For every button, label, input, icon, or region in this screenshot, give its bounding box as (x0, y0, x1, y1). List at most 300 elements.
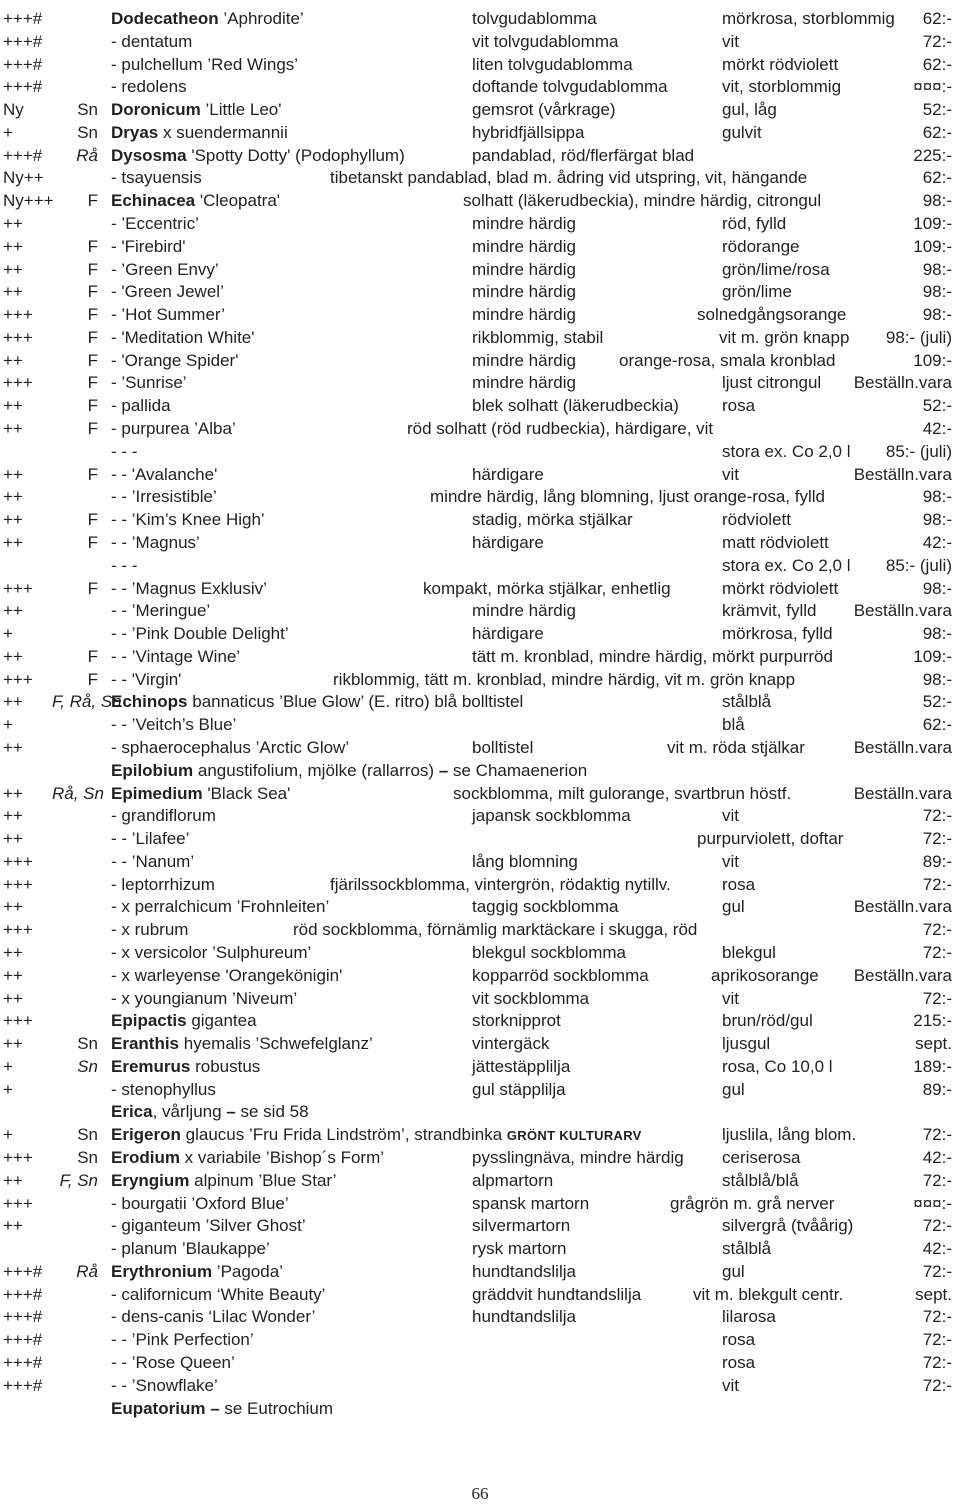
cross-reference: se Chamaenerion (448, 760, 588, 780)
plant-description-long: orange-rosa, smala kronblad (619, 350, 836, 370)
species-name: - giganteum ’Silver Ghost’ (111, 1216, 306, 1236)
plant-description-long: fjärilssockblomma, vintergrön, rödaktig nytillv. (330, 874, 671, 894)
plant-name (111, 669, 181, 691)
price: 109:- (913, 350, 952, 370)
plant-name (111, 418, 236, 440)
plant-name (111, 1033, 373, 1055)
species-name: - - ’Meringue’ (111, 601, 211, 621)
stock-status: ++ (3, 1216, 23, 1236)
catalog-row (0, 805, 960, 827)
species-name: - - ’Kim’s Knee High’ (111, 510, 265, 530)
flower-color: ljuslila, lång blom. (722, 1125, 857, 1145)
flower-color: vit (722, 806, 739, 826)
species-name: x suendermannii (158, 122, 288, 142)
availability-flag: F (87, 646, 98, 666)
plant-description-long: aprikosorange (711, 965, 819, 985)
flower-color: stora ex. Co 2,0 l (722, 555, 851, 575)
species-name: - - ’Magnus’ (111, 532, 200, 552)
catalog-row (0, 1329, 960, 1351)
catalog-row (0, 896, 960, 918)
plant-name (111, 213, 199, 235)
heritage-label: GRÖNT KULTURARV (506, 1128, 642, 1144)
catalog-row (0, 669, 960, 691)
stock-status: ++ (3, 965, 23, 985)
stock-status: ++ (3, 783, 23, 803)
species-name: - - ’Pink Perfection’ (111, 1330, 254, 1350)
species-name: - x warleyense 'Orangekönigin' (111, 965, 343, 985)
flower-color: rosa (722, 396, 756, 416)
species-name: 'Cleopatra' (195, 191, 281, 211)
plant-description: mindre härdig (472, 282, 576, 302)
plant-description: japansk sockblomma (472, 806, 631, 826)
plant-description: gemsrot (vårkrage) (472, 100, 616, 120)
genus-name: Epimedium (111, 783, 203, 803)
price: 225:- (913, 145, 952, 165)
catalog-row (0, 441, 960, 463)
species-name: - leptorrhizum (111, 874, 215, 894)
stock-status: +++ (3, 305, 33, 325)
flower-color: gul (722, 1079, 745, 1099)
species-name: x variabile ’Bishop´s Form’ (179, 1148, 385, 1167)
plant-name (111, 350, 238, 372)
flower-color: grön/lime/rosa (722, 259, 830, 279)
stock-status: ++ (3, 487, 23, 507)
stock-status: +++# (3, 1307, 43, 1327)
price: 109:- (913, 236, 952, 256)
stock-status: +++# (3, 54, 43, 74)
catalog-row (0, 1101, 960, 1123)
plant-name (111, 1284, 325, 1306)
catalog-row (0, 304, 960, 326)
species-name: alpinum ’Blue Star’ (189, 1170, 337, 1190)
dash: – (226, 1102, 236, 1122)
flower-color: vit (722, 464, 739, 484)
flower-color: stålblå/blå (722, 1170, 799, 1190)
flower-color: vit, storblommig (722, 77, 842, 97)
price: ¤¤¤:- (913, 1193, 952, 1213)
catalog-row (0, 54, 960, 76)
plant-description: mindre härdig (472, 305, 576, 325)
price: 72:- (922, 829, 952, 849)
price: 98:- (922, 669, 952, 689)
species-name: - dentatum (111, 31, 193, 51)
flower-color: mörkt rödviolett (722, 578, 839, 598)
plant-description: alpmartorn (472, 1170, 554, 1190)
flower-color: mörkrosa, fylld (722, 624, 833, 644)
plant-description: vit tolvgudablomma (472, 31, 619, 51)
catalog-row (0, 965, 960, 987)
catalog-row (0, 327, 960, 349)
plant-name (111, 1329, 254, 1351)
price: 98:- (922, 282, 952, 302)
plant-name (111, 1238, 270, 1260)
species-name: bannaticus ’Blue Glow’ (E. ritro) blå bolltistel (187, 692, 524, 712)
price: 98:- (922, 305, 952, 325)
price: 189:- (913, 1056, 952, 1076)
species-name: - - - (111, 441, 138, 461)
price: 85:- (juli) (885, 555, 952, 575)
stock-status: +++# (3, 1261, 43, 1281)
plant-name (111, 919, 188, 941)
flower-color: blekgul (722, 942, 776, 962)
availability-flag: Sn (77, 1056, 98, 1076)
flower-color: rosa (722, 1353, 756, 1373)
stock-status: +++ (3, 669, 33, 689)
plant-description: lång blomning (472, 851, 578, 871)
plant-description: liten tolvgudablomma (472, 54, 633, 74)
catalog-row (0, 1375, 960, 1397)
availability-flag: Sn (77, 1148, 98, 1167)
species-name: - - ’Nanum’ (111, 851, 195, 871)
plant-description: mindre härdig (472, 350, 576, 370)
price: 42:- (922, 1239, 952, 1259)
availability-flag: Rå (76, 145, 98, 165)
species-name: - dens-canis ‘Lilac Wonder’ (111, 1307, 316, 1327)
genus-name: Epipactis (111, 1011, 187, 1031)
species-name: - ’Eccentric’ (111, 214, 199, 234)
species-name: - pulchellum ’Red Wings’ (111, 54, 299, 74)
flower-color: blå (722, 715, 745, 735)
availability-flag: Sn (77, 1034, 98, 1054)
plant-description-long: mindre härdig, lång blomning, ljust orange-rosa, fylld (430, 487, 825, 507)
plant-name (111, 1170, 337, 1192)
price: 42:- (922, 419, 952, 439)
catalog-row (0, 76, 960, 98)
stock-status: +++# (3, 31, 43, 51)
price: Beställn.vara (853, 464, 952, 484)
availability-flag: F (87, 350, 98, 370)
flower-color: gul, låg (722, 100, 777, 120)
plant-name (111, 99, 281, 121)
plant-name (111, 464, 217, 486)
availability-flag: F (87, 373, 98, 393)
stock-status: +++# (3, 1353, 43, 1373)
catalog-row (0, 1284, 960, 1306)
flower-color: brun/röd/gul (722, 1011, 813, 1031)
species-name: - - 'Avalanche' (111, 464, 218, 484)
flower-color: stora ex. Co 2,0 l (722, 441, 851, 461)
catalog-row (0, 1398, 960, 1420)
plant-description: härdigare (472, 532, 544, 552)
catalog-row (0, 1079, 960, 1101)
plant-description: tolvgudablomma (472, 9, 597, 28)
species-name: - 'Green Jewel’ (111, 282, 224, 302)
species-name: - - 'Virgin' (111, 669, 182, 689)
plant-description: mindre härdig (472, 601, 576, 621)
price: 52:- (922, 396, 952, 416)
catalog-row (0, 919, 960, 941)
price: 98:- (922, 510, 952, 530)
price: 72:- (922, 1375, 952, 1395)
plant-name (111, 1306, 315, 1328)
availability-flag: Sn (77, 100, 98, 120)
flower-color: mörkt rödviolett (722, 54, 839, 74)
plant-name (111, 1215, 306, 1237)
genus-name: Dysosma (111, 145, 187, 165)
stock-status: +++ (3, 920, 33, 940)
availability-flag: F (87, 532, 98, 552)
plant-name (111, 805, 216, 827)
stock-status: ++ (3, 806, 23, 826)
price: 215:- (913, 1011, 952, 1031)
price: 89:- (922, 1079, 952, 1099)
plant-name (111, 122, 288, 144)
plant-name (111, 623, 289, 645)
flower-color: rosa, Co 10,0 l (722, 1056, 833, 1076)
catalog-row (0, 8, 960, 30)
cross-reference: se Eutrochium (219, 1398, 334, 1418)
plant-name (111, 1124, 642, 1147)
catalog-row (0, 1124, 960, 1146)
flower-color: grön/lime (722, 282, 792, 302)
stock-status: + (3, 1125, 13, 1145)
catalog-row (0, 236, 960, 258)
stock-status: + (3, 624, 13, 644)
flower-color: stålblå (722, 1239, 772, 1259)
price: 72:- (922, 1353, 952, 1373)
plant-name (111, 167, 202, 189)
stock-status: +++# (3, 77, 43, 97)
flower-color: rödorange (722, 236, 800, 256)
flower-color: vit (722, 1375, 739, 1395)
stock-status: +++ (3, 1011, 33, 1031)
plant-description: härdigare (472, 624, 544, 644)
availability-flag: F (87, 578, 98, 598)
catalog-row (0, 828, 960, 850)
species-name: - - ’Magnus Exklusiv’ (111, 578, 267, 598)
species-name: - planum ’Blaukappe’ (111, 1239, 270, 1259)
price: Beställn.vara (853, 601, 952, 621)
catalog-row (0, 737, 960, 759)
plant-name (111, 896, 329, 918)
stock-status: ++ (3, 942, 23, 962)
price: 72:- (922, 920, 952, 940)
species-name: - grandiflorum (111, 806, 216, 826)
catalog-row (0, 532, 960, 554)
plant-description: härdigare (472, 464, 544, 484)
stock-status: ++ (3, 464, 23, 484)
flower-color: mörkrosa, storblommig (722, 9, 895, 28)
price: ¤¤¤:- (913, 77, 952, 97)
stock-status: ++ (3, 988, 23, 1008)
stock-status: ++ (3, 419, 23, 439)
price: 52:- (922, 100, 952, 120)
catalog-row (0, 1306, 960, 1328)
species-name: - - ’Rose Queen’ (111, 1353, 235, 1373)
plant-description: gul stäpplilja (472, 1079, 566, 1099)
plant-name (111, 646, 240, 668)
stock-status: +++ (3, 851, 33, 871)
catalog-row (0, 1261, 960, 1283)
species-name: glaucus ’Fru Frida Lindström’, strandbinka (180, 1125, 507, 1145)
plant-name (111, 1352, 235, 1374)
catalog-row (0, 145, 960, 167)
catalog-row (0, 99, 960, 121)
price: 109:- (913, 214, 952, 234)
stock-status: +++# (3, 9, 43, 28)
catalog-row (0, 167, 960, 189)
plant-name (111, 942, 311, 964)
plant-description-long: tibetanskt pandablad, blad m. ådring vid utspring, vit, hängande (330, 168, 808, 188)
species-name: ’Pagoda’ (212, 1261, 283, 1281)
plant-name (111, 851, 194, 873)
price: 98:- (922, 487, 952, 507)
price: 72:- (922, 1307, 952, 1327)
species-name: gigantea (186, 1011, 257, 1031)
species-name: - - ’Irresistible’ (111, 487, 217, 507)
plant-name (111, 578, 267, 600)
stock-status: +++ (3, 327, 33, 347)
plant-description-long: rikblommig, tätt m. kronblad, mindre härdig, vit m. grön knapp (333, 669, 796, 689)
plant-name (111, 828, 189, 850)
catalog-row (0, 623, 960, 645)
price: 85:- (juli) (885, 441, 952, 461)
price: 89:- (922, 851, 952, 871)
genus-name: Epilobium (111, 760, 194, 780)
flower-color: lilarosa (722, 1307, 776, 1327)
catalog-row (0, 418, 960, 440)
plant-description: mindre härdig (472, 236, 576, 256)
price: 42:- (922, 532, 952, 552)
plant-name (111, 1261, 283, 1283)
species-name: - bourgatii ’Oxford Blue’ (111, 1193, 289, 1213)
catalog-row (0, 259, 960, 281)
page-number: 66 (471, 1484, 489, 1503)
cross-reference: se sid 58 (235, 1102, 309, 1122)
plant-name (111, 714, 236, 736)
availability-flag: F, Sn (59, 1170, 98, 1190)
genus-name: Erigeron (111, 1125, 181, 1145)
price: 62:- (922, 122, 952, 142)
plant-name (111, 372, 187, 394)
plant-description: hybridfjällsippa (472, 122, 585, 142)
stock-status: Ny++ (3, 168, 44, 188)
genus-name: Doronicum (111, 100, 201, 120)
flower-color: röd, fylld (722, 214, 787, 234)
stock-status: + (3, 122, 13, 142)
plant-name (111, 486, 217, 508)
plant-name (111, 281, 224, 303)
genus-name: Dryas (111, 122, 159, 142)
plant-description-long: vit m. röda stjälkar (667, 737, 805, 757)
plant-description: blek solhatt (läkerudbeckia) (472, 396, 679, 416)
plant-description-long: vit m. blekgult centr. (693, 1284, 844, 1304)
catalog-row (0, 783, 960, 805)
plant-name (111, 509, 265, 531)
catalog-row (0, 1147, 960, 1169)
plant-description: mindre härdig (472, 214, 576, 234)
stock-status: ++ (3, 1170, 23, 1190)
species-name: - - - (111, 555, 138, 575)
plant-name (111, 965, 342, 987)
stock-status: + (3, 1056, 13, 1076)
plant-description: vintergäck (472, 1034, 550, 1054)
species-name: robustus (190, 1056, 261, 1076)
price: Beställn.vara (853, 965, 952, 985)
species-name: - redolens (111, 77, 187, 97)
genus-name: Echinacea (111, 191, 196, 211)
species-name: - - ’Snowflake’ (111, 1375, 218, 1395)
genus-name: Eranthis (111, 1034, 180, 1054)
stock-status: +++ (3, 874, 33, 894)
plant-name (111, 1375, 218, 1397)
catalog-row (0, 691, 960, 713)
price: 72:- (922, 1330, 952, 1350)
price: 72:- (922, 1216, 952, 1236)
availability-flag: F, Rå, Sn (52, 692, 122, 712)
plant-description: pysslingnäva, mindre härdig (472, 1148, 684, 1167)
plant-description-long: sockblomma, milt gulorange, svartbrun höstf. (453, 783, 792, 803)
stock-status: ++ (3, 601, 23, 621)
price: 62:- (922, 715, 952, 735)
availability-flag: Sn (77, 122, 98, 142)
genus-name: Eupatorium (111, 1398, 206, 1418)
availability-flag: F (87, 282, 98, 302)
flower-color: ljusgul (722, 1034, 771, 1054)
availability-flag: F (87, 305, 98, 325)
species-name: - 'Meditation White' (111, 327, 255, 347)
stock-status: +++# (3, 1284, 43, 1304)
flower-color: vit (722, 988, 739, 1008)
catalog-row (0, 555, 960, 577)
species-name: ’Aphrodite’ (218, 9, 304, 28)
price: 72:- (922, 942, 952, 962)
plant-description-long: röd sockblomma, förnämlig marktäckare i skugga, röd (293, 920, 698, 940)
flower-color: ljust citrongul (722, 373, 822, 393)
species-name: - - ’Lilafee’ (111, 829, 190, 849)
price: 98:- (922, 624, 952, 644)
stock-status: ++ (3, 259, 23, 279)
stock-status: +++ (3, 1193, 33, 1213)
availability-flag: F (87, 259, 98, 279)
catalog-row (0, 1010, 960, 1032)
flower-color: gul (722, 1261, 745, 1281)
plant-description: doftande tolvgudablomma (472, 77, 668, 97)
flower-color: krämvit, fylld (722, 601, 817, 621)
catalog-row (0, 213, 960, 235)
flower-color: rödviolett (722, 510, 791, 530)
plant-name (111, 441, 137, 463)
plant-description-long: vit m. grön knapp (719, 327, 850, 347)
species-name: - 'Firebird' (111, 236, 186, 256)
genus-name: Erica (111, 1102, 153, 1122)
stock-status: ++ (3, 829, 23, 849)
plant-name (111, 1101, 309, 1123)
catalog-row (0, 942, 960, 964)
plant-name (111, 1398, 333, 1420)
catalog-row (0, 874, 960, 896)
plant-name (111, 1147, 384, 1169)
price: 62:- (922, 9, 952, 28)
price: 62:- (922, 54, 952, 74)
plant-description: mindre härdig (472, 373, 576, 393)
catalog-row (0, 31, 960, 53)
stock-status: ++ (3, 350, 23, 370)
stock-status: + (3, 1079, 13, 1099)
dash: – (210, 1398, 220, 1418)
availability-flag: F (87, 396, 98, 416)
availability-flag: F (87, 510, 98, 530)
stock-status: ++ (3, 236, 23, 256)
stock-status: ++ (3, 1034, 23, 1054)
catalog-row (0, 1056, 960, 1078)
plant-description: storknipprot (472, 1011, 561, 1031)
plant-description: gräddvit hundtandslilja (472, 1284, 642, 1304)
genus-name: Eryngium (111, 1170, 190, 1190)
species-name: - x versicolor ’Sulphureum’ (111, 942, 312, 962)
genus-name: Erythronium (111, 1261, 213, 1281)
genus-name: Erodium (111, 1148, 180, 1167)
